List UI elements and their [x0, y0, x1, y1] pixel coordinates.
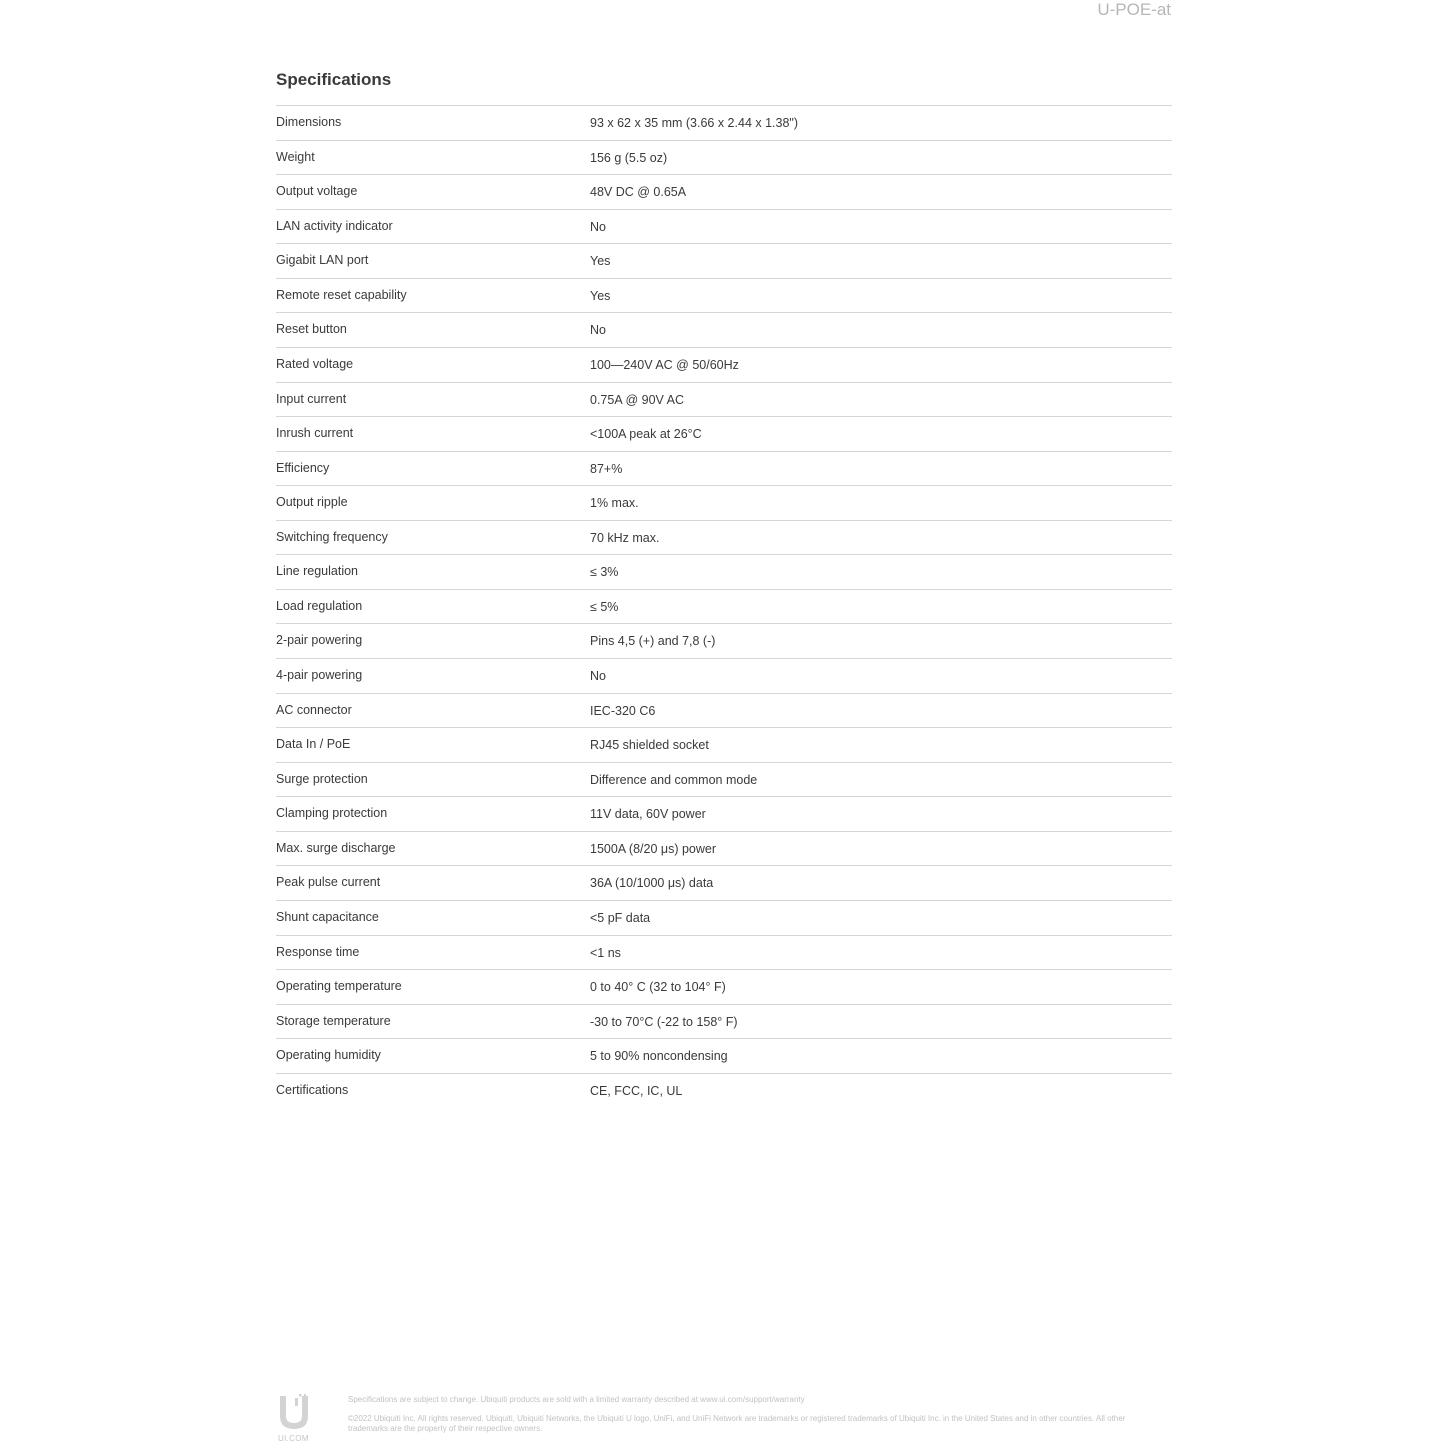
table-row: [276, 590, 1172, 625]
spec-label: Shunt capacitance: [276, 909, 379, 924]
table-row: [276, 832, 1172, 867]
table-row: [276, 279, 1172, 314]
table-row: [276, 936, 1172, 971]
table-row: [276, 417, 1172, 452]
spec-label: Output ripple: [276, 495, 348, 510]
spec-label: Data In / PoE: [276, 737, 351, 752]
ubiquiti-logo: [276, 1394, 316, 1442]
table-row: [276, 521, 1172, 556]
footer-copyright: ©2022 Ubiquiti Inc. All rights reserved. Ubiquiti, Ubiquiti Networks, the Ubiquiti U logo, UniFi, and UniFi Network are trademarks or registered trademarks of Ubiquiti Inc. in the United States and in other countries. All other trademarks are the property of their respective owners.: [348, 1414, 1126, 1433]
spec-label: Surge protection: [276, 771, 368, 786]
spec-value: 87+%: [590, 461, 623, 476]
spec-value: 36A (10/1000 μs) data: [590, 876, 714, 891]
spec-label: Gigabit LAN port: [276, 253, 369, 268]
table-row: [276, 659, 1172, 694]
table-row: [276, 1039, 1172, 1074]
spec-label: Output voltage: [276, 184, 358, 199]
table-row: [276, 452, 1172, 487]
table-row: [276, 1074, 1172, 1109]
spec-label: Max. surge discharge: [276, 840, 396, 855]
spec-label: Clamping protection: [276, 806, 388, 821]
spec-label: 2-pair powering: [276, 633, 363, 648]
spec-label: Input current: [276, 391, 347, 406]
spec-value: <1 ns: [590, 945, 621, 960]
spec-value: IEC-320 C6: [590, 703, 656, 718]
table-row: [276, 141, 1172, 176]
table-row: [276, 763, 1172, 798]
spec-label: Certifications: [276, 1082, 349, 1097]
spec-value: 1500A (8/20 μs) power: [590, 841, 717, 856]
spec-label: Dimensions: [276, 115, 342, 129]
table-row: [276, 970, 1172, 1005]
table-row: [276, 866, 1172, 901]
table-row: [276, 106, 1172, 141]
page-footer: [276, 1392, 1172, 1442]
spec-label: Peak pulse current: [276, 875, 381, 890]
spec-value: ≤ 5%: [590, 599, 619, 614]
spec-label: Storage temperature: [276, 1013, 391, 1028]
table-row: [276, 383, 1172, 418]
table-row: [276, 1005, 1172, 1040]
ubiquiti-u-icon: [276, 1394, 312, 1432]
spec-label: Reset button: [276, 322, 347, 337]
spec-value: 5 to 90% noncondensing: [590, 1049, 728, 1064]
spec-value: No: [590, 323, 606, 338]
spec-value: Yes: [590, 288, 611, 303]
spec-value: <100A peak at 26°C: [590, 427, 702, 442]
spec-value: 48V DC @ 0.65A: [590, 185, 687, 200]
spec-value: Difference and common mode: [590, 772, 758, 787]
logo-wordmark: UI.COM: [278, 1434, 309, 1443]
spec-label: Inrush current: [276, 426, 354, 441]
spec-label: Efficiency: [276, 460, 330, 475]
table-row: [276, 486, 1172, 521]
spec-value: 0.75A @ 90V AC: [590, 392, 685, 407]
spec-label: Switching frequency: [276, 529, 388, 544]
spec-label: LAN activity indicator: [276, 218, 393, 233]
footer-disclaimer: Specifications are subject to change. Ubiquiti products are sold with a limited warranty described at www.ui.com/support/warranty: [348, 1395, 805, 1404]
spec-value: 11V data, 60V power: [590, 807, 706, 822]
spec-value: 1% max.: [590, 496, 639, 511]
table-row: [276, 624, 1172, 659]
table-row: [276, 313, 1172, 348]
spec-value: <5 pF data: [590, 910, 651, 925]
spec-label: AC connector: [276, 702, 352, 717]
spec-value: CE, FCC, IC, UL: [590, 1083, 683, 1098]
spec-label: Load regulation: [276, 598, 363, 613]
table-row: [276, 175, 1172, 210]
table-row: [276, 728, 1172, 763]
document-code: U-POE-at: [1097, 0, 1171, 19]
table-row: [276, 244, 1172, 279]
spec-value: 70 kHz max.: [590, 530, 660, 545]
spec-value: RJ45 shielded socket: [590, 738, 709, 753]
section-title: Specifications: [276, 70, 392, 89]
table-row: [276, 555, 1172, 590]
spec-value: Pins 4,5 (+) and 7,8 (-): [590, 634, 716, 649]
spec-value: 0 to 40° C (32 to 104° F): [590, 980, 726, 995]
specifications-table: [276, 105, 1172, 1108]
spec-label: Response time: [276, 944, 360, 959]
table-row: [276, 901, 1172, 936]
table-row: [276, 210, 1172, 245]
table-row: [276, 694, 1172, 729]
spec-label: Line regulation: [276, 564, 359, 579]
spec-label: Operating humidity: [276, 1048, 381, 1063]
spec-label: 4-pair powering: [276, 668, 363, 682]
spec-value: 100—240V AC @ 50/60Hz: [590, 357, 739, 372]
footer-legal-text: [348, 1395, 1158, 1434]
table-row: [276, 797, 1172, 832]
spec-label: Weight: [276, 149, 315, 164]
spec-label: Remote reset capability: [276, 287, 407, 302]
spec-value: -30 to 70°C (-22 to 158° F): [590, 1014, 738, 1029]
spec-value: 93 x 62 x 35 mm (3.66 x 2.44 x 1.38"): [590, 116, 799, 130]
table-row: [276, 348, 1172, 383]
spec-value: No: [590, 219, 606, 234]
spec-value: No: [590, 669, 606, 683]
spec-label: Operating temperature: [276, 979, 402, 994]
spec-value: Yes: [590, 254, 611, 269]
spec-label: Rated voltage: [276, 356, 354, 371]
spec-value: ≤ 3%: [590, 565, 619, 580]
spec-value: 156 g (5.5 oz): [590, 150, 668, 165]
